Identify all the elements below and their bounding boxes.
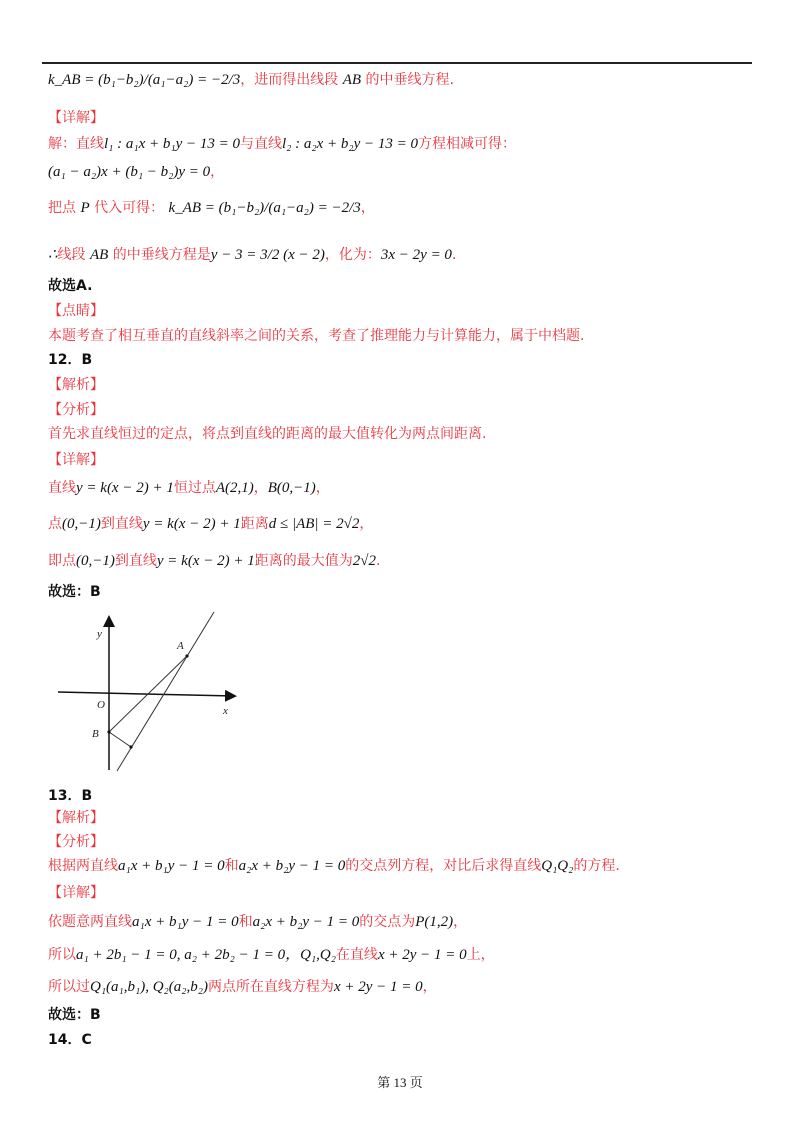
math-expression: k_AB = (b₁−b₂)/(a₁−a₂) = −2/3 bbox=[48, 72, 241, 88]
text-segment: 即点 bbox=[48, 553, 76, 569]
point-b bbox=[107, 730, 110, 733]
text-segment: ，化为： bbox=[324, 247, 381, 263]
label-a: A bbox=[177, 640, 184, 652]
text-segment: 【解析】 bbox=[48, 810, 104, 826]
text-segment: 所以过 bbox=[48, 979, 90, 995]
math-expression: AB bbox=[90, 247, 109, 263]
math-expression: k_AB = (b₁−b₂)/(a₁−a₂) = −2/3 bbox=[168, 200, 361, 216]
math-expression: y = k(x − 2) + 1 bbox=[156, 553, 255, 569]
text-segment: 【详解】 bbox=[48, 452, 104, 468]
math-expression: ∴ bbox=[48, 247, 58, 263]
point-a bbox=[185, 654, 188, 657]
text-segment: A bbox=[76, 278, 88, 294]
math-expression: B(0,−1) bbox=[267, 480, 316, 496]
text-segment: . bbox=[87, 278, 93, 294]
math-expression: y − 3 = 3/2 (x − 2) bbox=[210, 247, 325, 263]
math-expression: Q₁(a₁,b₁), Q₂(a₂,b₂) bbox=[90, 979, 208, 995]
perpendicular-segment bbox=[109, 732, 131, 747]
label-o: O bbox=[97, 699, 105, 711]
text-segment: 与直线 bbox=[240, 136, 282, 152]
text-segment: 【分析】 bbox=[48, 834, 104, 850]
text-segment: 代入可得： bbox=[89, 200, 169, 216]
text-segment: 把点 bbox=[48, 200, 81, 216]
text-segment: ， bbox=[315, 480, 330, 496]
text-segment: 13．B bbox=[48, 788, 93, 804]
text-segment: 在直线 bbox=[335, 947, 378, 963]
math-expression: P(1,2) bbox=[415, 914, 454, 930]
text-segment: 上， bbox=[466, 947, 495, 963]
text-segment: 的中垂线方程是 bbox=[108, 247, 211, 263]
math-expression: a₂x + b₂y − 1 = 0 bbox=[238, 858, 346, 874]
text-segment: 【解析】 bbox=[48, 377, 104, 393]
text-segment: 【详解】 bbox=[48, 110, 104, 126]
text-segment: 故选：B bbox=[48, 584, 101, 600]
math-expression: 3x − 2y = 0 bbox=[380, 247, 452, 263]
text-segment: ， bbox=[453, 914, 468, 930]
math-expression: a₁x + b₁y − 1 = 0 bbox=[118, 858, 225, 874]
text-segment: 两点所在直线方程为 bbox=[207, 979, 334, 995]
label-y: y bbox=[97, 628, 102, 640]
text-segment: 故选：B bbox=[48, 1007, 101, 1023]
text-segment: 距离的最大值为 bbox=[254, 553, 353, 569]
text-segment: 恒过点 bbox=[173, 480, 216, 496]
text-segment: 【点睛】 bbox=[48, 303, 104, 319]
text-segment: 和 bbox=[238, 914, 253, 930]
text-segment: ， bbox=[253, 480, 268, 496]
text-segment: ，进而得出线段 bbox=[240, 72, 343, 88]
text-segment: 【分析】 bbox=[48, 402, 104, 418]
text-segment: 本题考查了相互垂直的直线斜率之间的关系，考查了推理能力与计算能力，属于中档题. bbox=[48, 328, 585, 344]
text-segment: 距离 bbox=[240, 516, 269, 532]
math-expression: a₁x + b₁y − 1 = 0 bbox=[132, 914, 239, 930]
math-expression: 2√2 bbox=[352, 553, 376, 569]
text-segment: 首先求直线恒过的定点，将点到直线的距离的最大值转化为两点间距离. bbox=[48, 426, 487, 442]
text-segment: 的中垂线方程. bbox=[361, 72, 454, 88]
text-segment: . bbox=[375, 553, 381, 569]
text-segment: 12．B bbox=[48, 352, 93, 368]
text-segment: 所以 bbox=[48, 947, 76, 963]
text-segment: 故选 bbox=[48, 278, 76, 294]
text-segment: 14．C bbox=[48, 1032, 92, 1048]
text-segment: 依题意两直线 bbox=[48, 914, 132, 930]
math-expression: A(2,1) bbox=[215, 480, 254, 496]
text-segment: 点 bbox=[48, 516, 62, 532]
math-expression: (a₁ − a₂)x + (b₁ − b₂)y = 0 bbox=[48, 164, 211, 180]
label-x: x bbox=[223, 705, 228, 717]
math-expression: (0,−1) bbox=[62, 516, 101, 532]
text-segment: 【详解】 bbox=[48, 885, 104, 901]
page-footer: 第 13 页 bbox=[377, 1075, 423, 1090]
math-expression: d ≤ |AB| = 2√2 bbox=[268, 516, 360, 532]
math-expression: P bbox=[80, 200, 90, 216]
text-segment: 直线 bbox=[48, 480, 76, 496]
text-segment: 线段 bbox=[57, 247, 90, 263]
text-segment: 到直线 bbox=[100, 516, 143, 532]
text-segment: 解：直线 bbox=[48, 136, 104, 152]
math-expression: AB bbox=[342, 72, 362, 88]
math-expression: l₁ : a₁x + b₁y − 13 = 0 bbox=[104, 136, 240, 152]
math-expression: x + 2y − 1 = 0 bbox=[333, 979, 423, 995]
math-expression: y = k(x − 2) + 1 bbox=[142, 516, 241, 532]
math-expression: (0,−1) bbox=[76, 553, 115, 569]
foot-point bbox=[129, 745, 132, 748]
text-segment: 的交点列方程，对比后求得直线 bbox=[345, 858, 542, 874]
text-segment: 方程相减可得： bbox=[418, 136, 516, 152]
label-b: B bbox=[92, 728, 99, 740]
math-expression: Q₁Q₂ bbox=[541, 858, 574, 874]
text-segment: 的方程. bbox=[573, 858, 620, 874]
text-segment: 到直线 bbox=[114, 553, 157, 569]
text-segment: 的交点为 bbox=[359, 914, 416, 930]
text-segment: ， bbox=[422, 979, 437, 995]
math-expression: a₁ + 2b₁ − 1 = 0, a₂ + 2b₂ − 1 = 0，Q₁,Q₂ bbox=[76, 947, 336, 963]
text-segment: ， bbox=[210, 164, 225, 180]
text-segment: ， bbox=[360, 200, 375, 216]
math-expression: a₂x + b₂y − 1 = 0 bbox=[252, 914, 360, 930]
text-segment: 和 bbox=[224, 858, 239, 874]
math-expression: x + 2y − 1 = 0 bbox=[377, 947, 467, 963]
text-segment: 根据两直线 bbox=[48, 858, 118, 874]
text-segment: . bbox=[451, 247, 457, 263]
math-expression: y = k(x − 2) + 1 bbox=[76, 480, 174, 496]
math-expression: l₂ : a₂x + b₂y − 13 = 0 bbox=[282, 136, 418, 152]
text-segment: ， bbox=[359, 516, 374, 532]
